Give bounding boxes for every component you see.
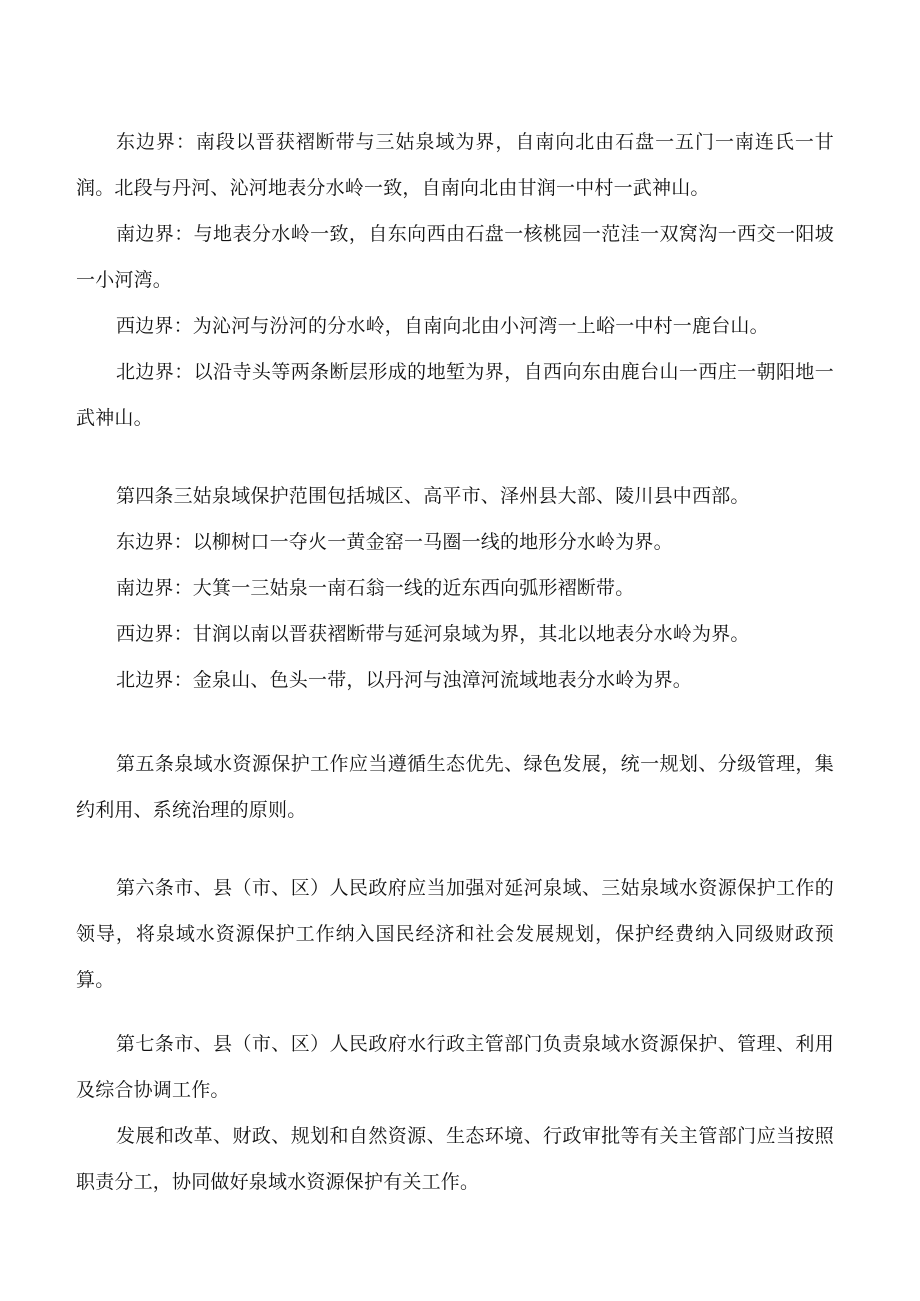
paragraph-east-boundary-sangu: 东边界：以柳树口一夺火一黄金窑一马圈一线的地形分水岭为界。 (116, 531, 673, 553)
paragraph-article-7: 第七条市、县（市、区）人民政府水行政主管部门负责泉域水资源保护、管理、利用及综合协调工作。 (76, 1033, 834, 1101)
paragraph-south-boundary-yanhe: 南边界：与地表分水岭一致，自东向西由石盘一核桃园一范洼一双窝沟一西交一阳坡一小河湾。 (76, 223, 834, 291)
paragraph-article-7-departments: 发展和改革、财政、规划和自然资源、生态环境、行政审批等有关主管部门应当按照职责分工，协同做好泉域水资源保护有关工作。 (76, 1125, 834, 1193)
paragraph-east-boundary-yanhe: 东边界：南段以晋获褶断带与三姑泉域为界，自南向北由石盘一五门一南连氏一甘润。北段与丹河、沁河地表分水岭一致，自南向北由甘润一中村一武神山。 (76, 131, 834, 199)
paragraph-north-boundary-sangu: 北边界：金泉山、色头一带，以丹河与浊漳河流域地表分水岭为界。 (116, 669, 693, 691)
paragraph-article-5: 第五条泉域水资源保护工作应当遵循生态优先、绿色发展，统一规划、分级管理，集约利用、系统治理的原则。 (76, 753, 834, 821)
paragraph-west-boundary-sangu: 西边界：甘润以南以晋获褶断带与延河泉域为界，其北以地表分水岭为界。 (116, 623, 750, 645)
paragraph-north-boundary-yanhe: 北边界：以沿寺头等两条断层形成的地堑为界，自西向东由鹿台山一西庄一朝阳地一武神山。 (76, 361, 834, 429)
paragraph-article-6: 第六条市、县（市、区）人民政府应当加强对延河泉域、三姑泉域水资源保护工作的领导，将泉域水资源保护工作纳入国民经济和社会发展规划，保护经费纳入同级财政预算。 (76, 877, 834, 991)
paragraph-article-4: 第四条三姑泉域保护范围包括城区、高平市、泽州县大部、陵川县中西部。 (116, 485, 750, 507)
paragraph-west-boundary-yanhe: 西边界：为沁河与汾河的分水岭，自南向北由小河湾一上峪一中村一鹿台山。 (116, 315, 769, 337)
paragraph-south-boundary-sangu: 南边界：大箕一三姑泉一南石翁一线的近东西向弧形褶断带。 (116, 577, 635, 599)
